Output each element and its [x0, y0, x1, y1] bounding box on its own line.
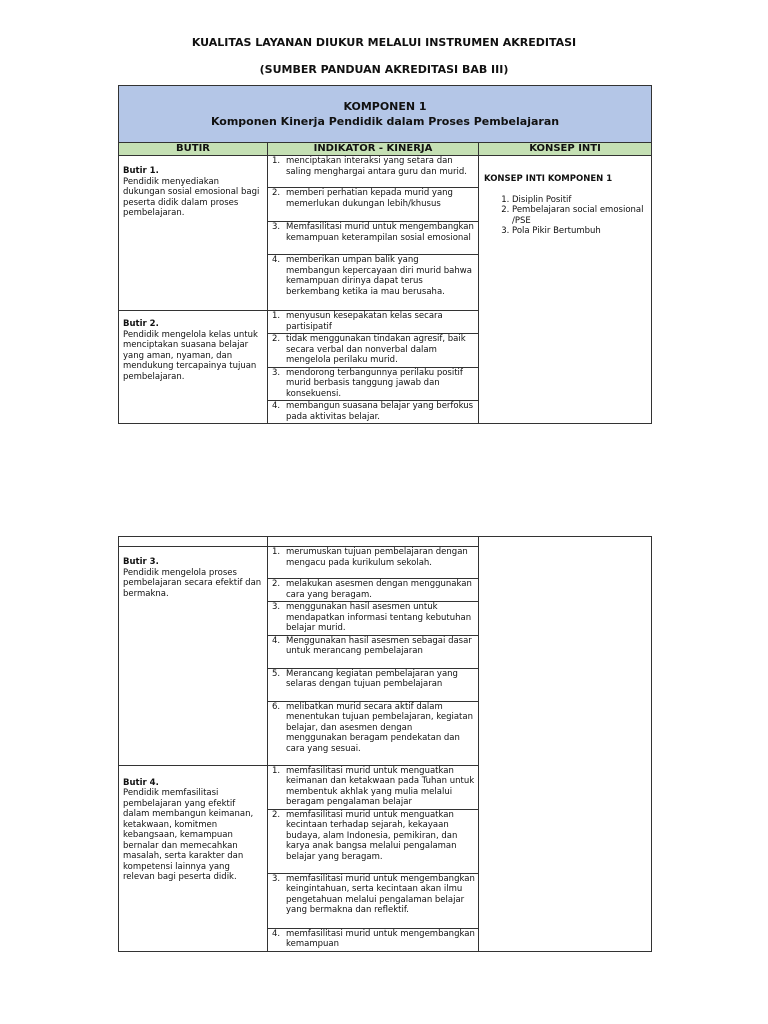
- indicator-item: 4. Menggunakan hasil asesmen sebagai dasar untuk merancang pembelajaran: [268, 635, 479, 668]
- konsep-inti-item: 3. Pola Pikir Bertumbuh: [512, 226, 646, 237]
- butir-title: Butir 2.: [123, 319, 159, 329]
- indicator-item: 1. merumuskan tujuan pembelajaran dengan mengacu pada kurikulum sekolah.: [268, 547, 479, 579]
- column-header-butir: BUTIR: [119, 143, 268, 156]
- indicator-item: 4. memfasilitasi murid untuk mengembangkan kemampuan: [268, 928, 479, 951]
- konsep-inti-item: 1. Disiplin Positif: [512, 195, 646, 206]
- column-header-indikator: INDIKATOR - KINERJA: [268, 143, 479, 156]
- butir-title: Butir 1.: [123, 166, 159, 176]
- indicator-item: 6. melibatkan murid secara aktif dalam menentukan tujuan pembelajaran, kegiatan belajar, dan asesmen dengan menggunakan beragam pendekatan dan cara yang sesuai.: [268, 701, 479, 765]
- konsep-inti-item: 2. Pembelajaran social emosional /PSE: [512, 205, 646, 226]
- butir-text: Pendidik menyediakan dukungan sosial emosional bagi peserta didik dalam proses pembelajaran.: [123, 176, 260, 218]
- indicator-item: 2. melakukan asesmen dengan menggunakan cara yang beragam.: [268, 579, 479, 602]
- indicator-item: 1. menciptakan interaksi yang setara dan saling menghargai antara guru dan murid.: [268, 156, 479, 188]
- komponen-table-2: [118, 536, 652, 952]
- document-subtitle: (SUMBER PANDUAN AKREDITASI BAB III): [259, 63, 509, 76]
- butir-cell: [119, 311, 268, 424]
- butir-text: Pendidik mengelola kelas untuk menciptakan suasana belajar yang aman, nyaman, dan mendukung tercapainya tujuan pembelajaran.: [123, 329, 258, 382]
- indicator-item: 5. Merancang kegiatan pembelajaran yang selaras dengan tujuan pembelajaran: [268, 668, 479, 701]
- document-title: KUALITAS LAYANAN DIUKUR MELALUI INSTRUMEN AKREDITASI: [191, 36, 577, 49]
- indicator-item: 2. memberi perhatian kepada murid yang memerlukan dukungan lebih/khusus: [268, 188, 479, 222]
- komponen-table-1: [118, 85, 652, 424]
- konsep-inti-cell: [479, 537, 652, 952]
- indicator-item: 3. menggunakan hasil asesmen untuk mendapatkan informasi tentang kebutuhan belajar murid.: [268, 602, 479, 636]
- konsep-inti-cell: [479, 156, 652, 424]
- komponen-title: KOMPONEN 1: [343, 100, 427, 113]
- konsep-inti-list: [484, 195, 646, 237]
- komponen-header: [119, 86, 652, 143]
- indicator-item: 4. membangun suasana belajar yang berfokus pada aktivitas belajar.: [268, 401, 479, 424]
- indicator-item: 1. memfasilitasi murid untuk menguatkan keimanan dan ketakwaan pada Tuhan untuk membentuk akhlak yang mulia melalui beragam pengalaman belajar: [268, 765, 479, 809]
- indicator-item: 2. memfasilitasi murid untuk menguatkan kecintaan terhadap sejarah, kekayaan budaya, alam Indonesia, pemikiran, dan karya anak bangsa melalui pengalaman belajar yang beragam.: [268, 809, 479, 873]
- butir-cell: [119, 547, 268, 766]
- butir-cell: [119, 156, 268, 311]
- butir-title: Butir 4.: [123, 777, 159, 788]
- indicator-item: 2. tidak menggunakan tindakan agresif, baik secara verbal dan nonverbal dalam mengelola perilaku murid.: [268, 334, 479, 368]
- indicator-item: 3. memfasilitasi murid untuk mengembangkan keingintahuan, serta kecintaan akan ilmu pengetahuan melalui pengalaman belajar yang bermakna dan reflektif.: [268, 873, 479, 928]
- konsep-inti-title: KONSEP INTI KOMPONEN 1: [484, 174, 613, 184]
- butir-text: Pendidik memfasilitasi pembelajaran yang efektif dalam membangun keimanan, ketakwaan, komitmen kebangsaan, kemampuan bernalar dan memecahkan masalah, serta karakter dan kompetensi lainnya yang relevan bagi peserta didik.: [123, 788, 254, 882]
- blank-cell: [268, 537, 479, 547]
- indicator-item: 1. menyusun kesepakatan kelas secara partisipatif: [268, 311, 479, 334]
- butir-text: Pendidik mengelola proses pembelajaran secara efektif dan bermakna.: [123, 567, 262, 599]
- indicator-item: 4. memberikan umpan balik yang membangun kepercayaan diri murid bahwa kemampuan dirinya dapat terus berkembang ketika ia mau berusaha.: [268, 255, 479, 311]
- indicator-item: 3. mendorong terbangunnya perilaku positif murid berbasis tanggung jawab dan konsekuensi.: [268, 367, 479, 401]
- butir-cell: [119, 765, 268, 951]
- indicator-item: 3. Memfasilitasi murid untuk mengembangkan kemampuan keterampilan sosial emosional: [268, 222, 479, 255]
- blank-cell: [119, 537, 268, 547]
- column-header-konsep: KONSEP INTI: [479, 143, 652, 156]
- komponen-subtitle: Komponen Kinerja Pendidik dalam Proses Pembelajaran: [210, 115, 560, 128]
- butir-title: Butir 3.: [123, 557, 159, 567]
